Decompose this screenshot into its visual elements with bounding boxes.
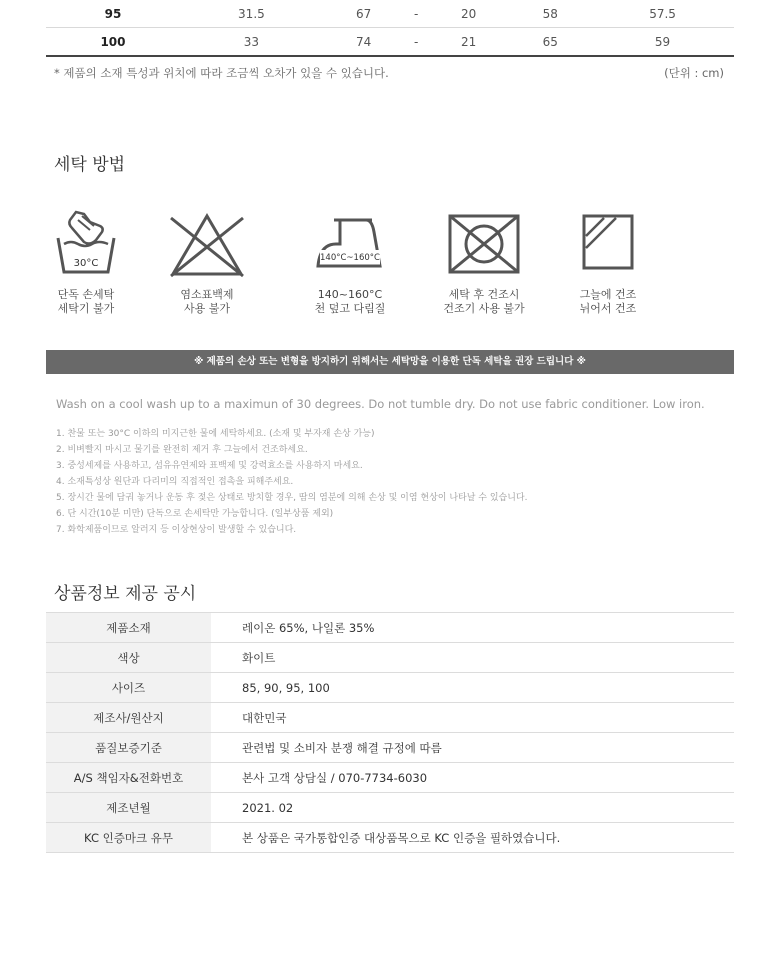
no-tumble-dry-icon — [444, 210, 524, 280]
table-cell: 21 — [428, 28, 510, 57]
english-wash-note: Wash on a cool wash up to a maximun of 30 degrees. Do not tumble dry. Do not use fabric conditioner. Low iron. — [56, 397, 705, 411]
care-item-dry-shade — [552, 210, 664, 316]
list-item: 5. 장시간 물에 담궈 놓거나 운동 후 젖은 상태로 방치할 경우, 땀의 염분에 의해 손상 및 이염 현상이 나타날 수 있습니다. — [56, 493, 528, 503]
list-item: 3. 중성세제를 사용하고, 섬유유연제와 표백제 및 강력효소를 사용하지 마세요. — [56, 461, 363, 471]
table-row — [46, 643, 734, 673]
table-cell: 67 — [323, 0, 405, 28]
info-value: 85, 90, 95, 100 — [242, 680, 330, 695]
care-item-no-tumble-dry — [428, 210, 540, 316]
list-item: 1. 찬물 또는 30°C 이하의 미지근한 물에 세탁하세요. (소재 및 부자재 손상 가능) — [56, 429, 375, 439]
icon-label-line: 천 덮고 다림질 — [314, 302, 386, 315]
info-value: 대한민국 — [242, 710, 287, 725]
info-label: 제조년월 — [46, 793, 211, 823]
icon-label-line: 세탁 후 건조시 — [448, 288, 520, 301]
icon-label-line: 염소표백제 — [180, 288, 234, 301]
product-info-table — [46, 612, 734, 853]
table-row — [46, 823, 734, 853]
icon-label-line: 사용 불가 — [183, 302, 230, 315]
iron-140-160-icon — [314, 210, 386, 280]
table-row — [46, 613, 734, 643]
icon-badge: 30°C — [73, 258, 99, 269]
icon-label-line: 140~160°C — [317, 288, 383, 301]
table-row — [46, 733, 734, 763]
care-item-no-bleach — [151, 210, 263, 316]
table-row — [46, 763, 734, 793]
wash-section-title: 세탁 방법 — [54, 155, 126, 175]
info-value: 본사 고객 상담실 / 070-7734-6030 — [242, 770, 428, 785]
icon-label-line: 세탁기 불가 — [57, 302, 115, 315]
info-label: 제조사/원산지 — [46, 703, 211, 733]
info-value: 관련법 및 소비자 분쟁 해결 규정에 따름 — [242, 740, 442, 755]
hand-wash-30-icon — [50, 210, 122, 280]
info-section-title: 상품정보 제공 공시 — [54, 584, 197, 604]
table-row — [46, 28, 734, 57]
table-cell: 58 — [509, 0, 591, 28]
info-value: 2021. 02 — [242, 800, 294, 815]
icon-badge: 140°C~160°C — [320, 253, 380, 263]
icon-label — [294, 288, 406, 316]
list-item: 4. 소재특성상 원단과 다리미의 직접적인 접촉을 피해주세요. — [56, 477, 294, 487]
table-cell: 74 — [323, 28, 405, 57]
size-note-row — [54, 65, 724, 81]
size-unit: (단위 : cm) — [664, 66, 724, 80]
care-item-hand-wash — [30, 210, 142, 316]
notice-bar: ※ 제품의 손상 또는 변형을 방지하기 위해서는 세탁망을 이용한 단독 세탁을 권장 드립니다 ※ — [46, 350, 734, 374]
icon-label — [428, 288, 540, 316]
info-value: 본 상품은 국가통합인증 대상품목으로 KC 인증을 필하였습니다. — [242, 830, 561, 845]
wash-guide-list — [56, 426, 527, 538]
table-cell: 31.5 — [180, 0, 323, 28]
no-bleach-icon — [167, 210, 247, 280]
icon-label-line: 건조기 사용 불가 — [443, 302, 525, 315]
list-item: 2. 비벼빨지 마시고 물기를 완전히 제거 후 그늘에서 건조하세요. — [56, 445, 308, 455]
table-row — [46, 673, 734, 703]
info-value: 레이온 65%, 나일론 35% — [242, 620, 375, 635]
list-item: 6. 단 시간(10분 미만) 단독으로 손세탁만 가능합니다. (일부상품 제외) — [56, 509, 334, 519]
info-label: 품질보증기준 — [46, 733, 211, 763]
list-item: 7. 화학제품이므로 알러지 등 이상현상이 발생할 수 있습니다. — [56, 525, 297, 535]
dry-flat-shade-icon — [572, 210, 644, 280]
icon-label — [30, 288, 142, 316]
care-item-iron — [294, 210, 406, 316]
info-label: 사이즈 — [46, 673, 211, 703]
table-cell: 33 — [180, 28, 323, 57]
icon-label — [151, 288, 263, 316]
table-cell: 65 — [509, 28, 591, 57]
icon-label-line: 단독 손세탁 — [57, 288, 115, 301]
icon-label-line: 뉘어서 건조 — [579, 302, 637, 315]
table-cell: - — [405, 28, 428, 57]
table-cell: 20 — [428, 0, 510, 28]
icon-label — [552, 288, 664, 316]
table-row — [46, 793, 734, 823]
size-table — [46, 0, 734, 57]
table-cell: 59 — [591, 28, 734, 57]
size-note: * 제품의 소재 특성과 위치에 따라 조금씩 오차가 있을 수 있습니다. — [54, 66, 389, 80]
info-value: 화이트 — [242, 650, 276, 665]
info-label: A/S 책임자&전화번호 — [46, 763, 211, 793]
table-row — [46, 703, 734, 733]
table-cell: 95 — [46, 0, 180, 28]
table-cell: - — [405, 0, 428, 28]
icon-label-line: 그늘에 건조 — [579, 288, 637, 301]
info-label: KC 인증마크 유무 — [46, 823, 211, 853]
table-cell: 100 — [46, 28, 180, 57]
info-label: 제품소재 — [46, 613, 211, 643]
info-label: 색상 — [46, 643, 211, 673]
table-row — [46, 0, 734, 28]
table-cell: 57.5 — [591, 0, 734, 28]
